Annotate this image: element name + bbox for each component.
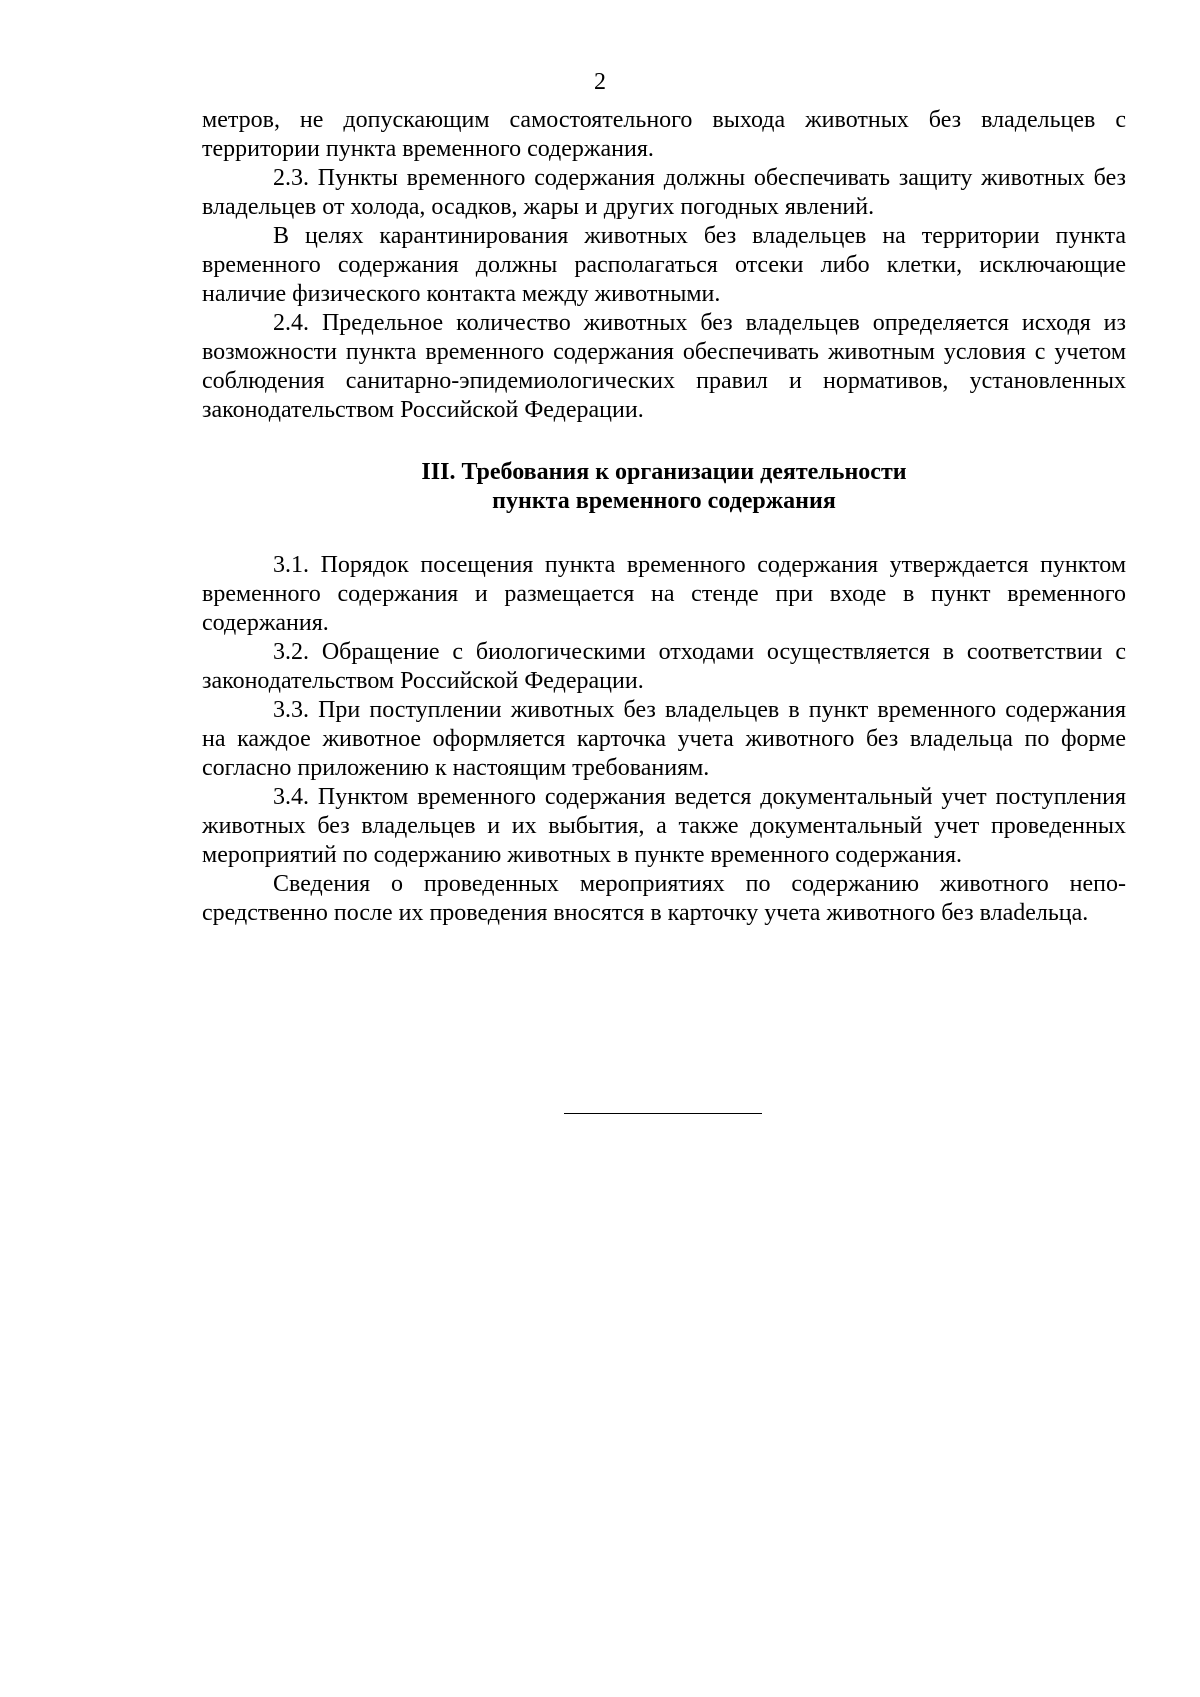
paragraph-quarantine: В целях карантинирования животных без владельцев на территории пункта временного содержания должны располагаться отсеки либо клетки, исключающие наличие физического контакта между животными. — [202, 223, 1126, 307]
paragraph-2-4: 2.4. Предельное количество животных без владельцев определяется исходя из возможности пункта временного содержания обеспечивать животным условия с учетом соблюдения санитарно-эпидемиологических правил и нормативов, установленных законодательством Российской Федерации. — [202, 310, 1126, 423]
paragraph-records: Сведения о проведенных мероприятиях по содержанию животного непосредственно после их проведения вносятся в карточку учета животного без влаdельца. — [202, 871, 1126, 926]
paragraph-3-3: 3.3. При поступлении животных без владельцев в пункт временного содержания на каждое животное оформляется карточка учета животного без владельца по форме согласно приложению к настоящим требованиям. — [202, 697, 1126, 781]
page-number: 2 — [594, 69, 606, 95]
section-heading — [202, 458, 1126, 516]
paragraph-2-2-continuation: метров, не допускающим самостоятельного выхода животных без владельцев с территории пункта временного содержания. — [202, 107, 1126, 162]
end-of-document-rule — [564, 1113, 762, 1114]
section-heading-line-2: пункта временного содержания — [492, 488, 836, 514]
paragraph-2-3: 2.3. Пункты временного содержания должны обеспечивать защиту животных без владельцев от холода, осадков, жары и других погодных явлений. — [202, 165, 1126, 220]
section-heading-line-1: III. Требования к организации деятельности — [421, 459, 907, 485]
document-body — [202, 106, 1126, 928]
paragraph-3-1: 3.1. Порядок посещения пункта временного содержания утверждается пунктом временного содержания и размещается на стенде при входе в пункт временного содержания. — [202, 552, 1126, 636]
paragraph-3-2: 3.2. Обращение с биологическими отходами осуществляется в соответствии с законодательством Российской Федерации. — [202, 639, 1126, 694]
paragraph-3-4: 3.4. Пунктом временного содержания ведется документальный учет поступления животных без владельцев и их выбытия, а также документальный учет проведенных мероприятий по содержанию животных в пункте временного содержания. — [202, 784, 1126, 868]
